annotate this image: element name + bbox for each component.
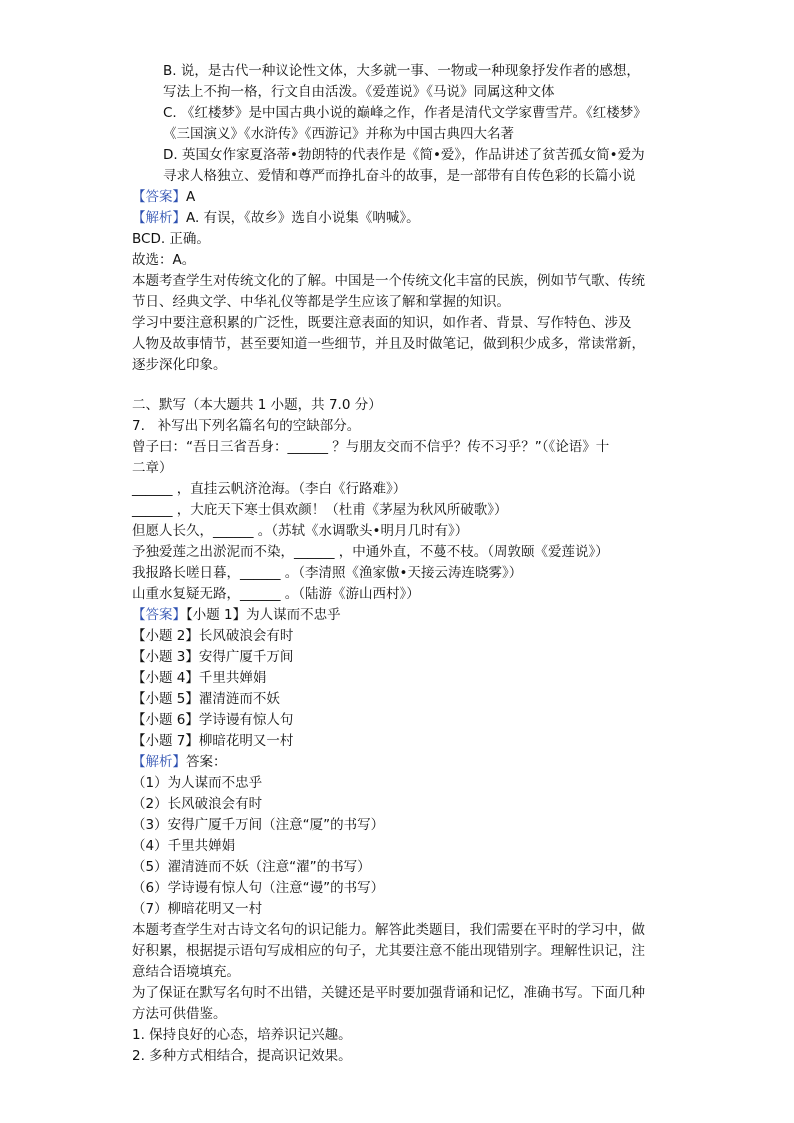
analysis-item: （1）为人谋而不忠乎 (132, 775, 263, 791)
question-number: 7. (132, 418, 145, 434)
analysis-text: 答案： (186, 754, 227, 770)
answer-item: 【小题 2】长风破浪会有时 (132, 628, 294, 644)
option-b-line-1: B. 说，是古代一种议论性文体，大多就一事、一物或一种现象抒发作者的感想， (163, 63, 640, 79)
answer-item: 【小题 5】濯清涟而不妖 (132, 691, 280, 707)
analysis-tag: 【解析】 (132, 754, 186, 770)
fill-item: ______ ，直挂云帆济沧海。（李白《行路难》） (132, 481, 407, 497)
option-b-line-2: 写法上不拘一格，行文自由活泼。《爱莲说》《马说》同属这种文体 (163, 84, 555, 100)
analysis-text: BCD. 正确。 (132, 231, 210, 247)
explain-text: 好积累，根据提示语句写成相应的句子，尤其要注意不能出现错别字。理解性识记，注 (132, 943, 645, 959)
answer-tag: 【答案】 (132, 607, 186, 623)
section-heading: 二、默写（本大题共 1 小题，共 7.0 分） (132, 397, 382, 413)
analysis-item: （2）长风破浪会有时 (132, 796, 263, 812)
q6-answer-line (132, 187, 195, 207)
option-d-line-2: 寻求人格独立、爱情和尊严而挣扎奋斗的故事，是一部带有自传色彩的长篇小说 (163, 168, 636, 184)
q6-answer: A (186, 189, 196, 205)
answer-tag: 【答案】 (132, 189, 186, 205)
analysis-item: （4）千里共婵娟 (132, 838, 236, 854)
explain-text: 2. 多种方式相结合，提高识记效果。 (132, 1048, 352, 1064)
q6-analysis-line (132, 208, 420, 228)
answer-item: 【小题 1】为人谋而不忠乎 (186, 607, 341, 623)
fill-item: 曾子曰：“吾日三省吾身：______ ？与朋友交而不信乎？传不习乎？”（《论语》十 (132, 439, 610, 455)
analysis-item: （3）安得广厦千万间（注意“厦”的书写） (132, 817, 385, 833)
option-c-line-1: C. 《红楼梦》是中国古典小说的巅峰之作，作者是清代文学家曹雪芹。《红楼梦》 (163, 105, 647, 121)
analysis-item: （5）濯清涟而不妖（注意“濯”的书写） (132, 859, 371, 875)
analysis-text: 本题考查学生对传统文化的了解。中国是一个传统文化丰富的民族，例如节气歌、传统 (132, 273, 645, 289)
fill-item: 我报路长嗟日暮，______ 。（李清照《渔家傲•天接云涛连晓雾》） (132, 565, 523, 581)
analysis-text: 逐步深化印象。 (132, 357, 227, 373)
fill-item: ______ ，大庇天下寒士俱欢颜！（杜甫《茅屋为秋风所破歌》） (132, 502, 508, 518)
explain-text: 1. 保持良好的心态，培养识记兴趣。 (132, 1027, 352, 1043)
option-d-line-1: D. 英国女作家夏洛蒂•勃朗特的代表作是《简•爱》，作品讲述了贫苦孤女简•爱为 (163, 147, 645, 163)
fill-item: 山重水复疑无路，______ 。（陆游《游山西村》） (132, 586, 420, 602)
answer-item: 【小题 4】千里共婵娟 (132, 670, 267, 686)
explain-text: 为了保证在默写名句时不出错，关键还是平时要加强背诵和记忆，准确书写。下面几种 (132, 985, 645, 1001)
analysis-text: 人物及故事情节，甚至要知道一些细节，并且及时做笔记，做到积少成多，常读常新， (132, 336, 645, 352)
answer-item: 【小题 7】柳暗花明又一村 (132, 733, 294, 749)
q7-answer-line (132, 605, 341, 625)
analysis-item: （7）柳暗花明又一村 (132, 901, 263, 917)
analysis-tag: 【解析】 (132, 210, 186, 226)
question-7 (132, 416, 360, 436)
answer-item: 【小题 6】学诗谩有惊人句 (132, 712, 294, 728)
analysis-text: A. 有误，《故乡》选自小说集《呐喊》。 (186, 210, 420, 226)
fill-item: 二章） (132, 460, 173, 476)
analysis-text: 节日、经典文学、中华礼仪等都是学生应该了解和掌握的知识。 (132, 294, 510, 310)
fill-item: 但愿人长久，______ 。（苏轼《水调歌头•明月几时有》） (132, 523, 469, 539)
explain-text: 意结合语境填充。 (132, 964, 240, 980)
answer-item: 【小题 3】安得广厦千万间 (132, 649, 294, 665)
analysis-text: 学习中要注意积累的广泛性，既要注意表面的知识，如作者、背景、写作特色、涉及 (132, 315, 632, 331)
explain-text: 本题考查学生对古诗文名句的识记能力。解答此类题目，我们需要在平时的学习中，做 (132, 922, 645, 938)
explain-text: 方法可供借鉴。 (132, 1006, 227, 1022)
q7-analysis-line (132, 752, 227, 772)
analysis-text: 故选：A。 (132, 252, 196, 268)
option-c-line-2: 《三国演义》《水浒传》《西游记》并称为中国古典四大名著 (163, 126, 514, 142)
analysis-item: （6）学诗谩有惊人句（注意“谩”的书写） (132, 880, 385, 896)
fill-item: 予独爱莲之出淤泥而不染，______ ，中通外直，不蔓不枝。（周敦颐《爱莲说》） (132, 544, 609, 560)
question-text: 补写出下列名篇名句的空缺部分。 (157, 418, 361, 434)
